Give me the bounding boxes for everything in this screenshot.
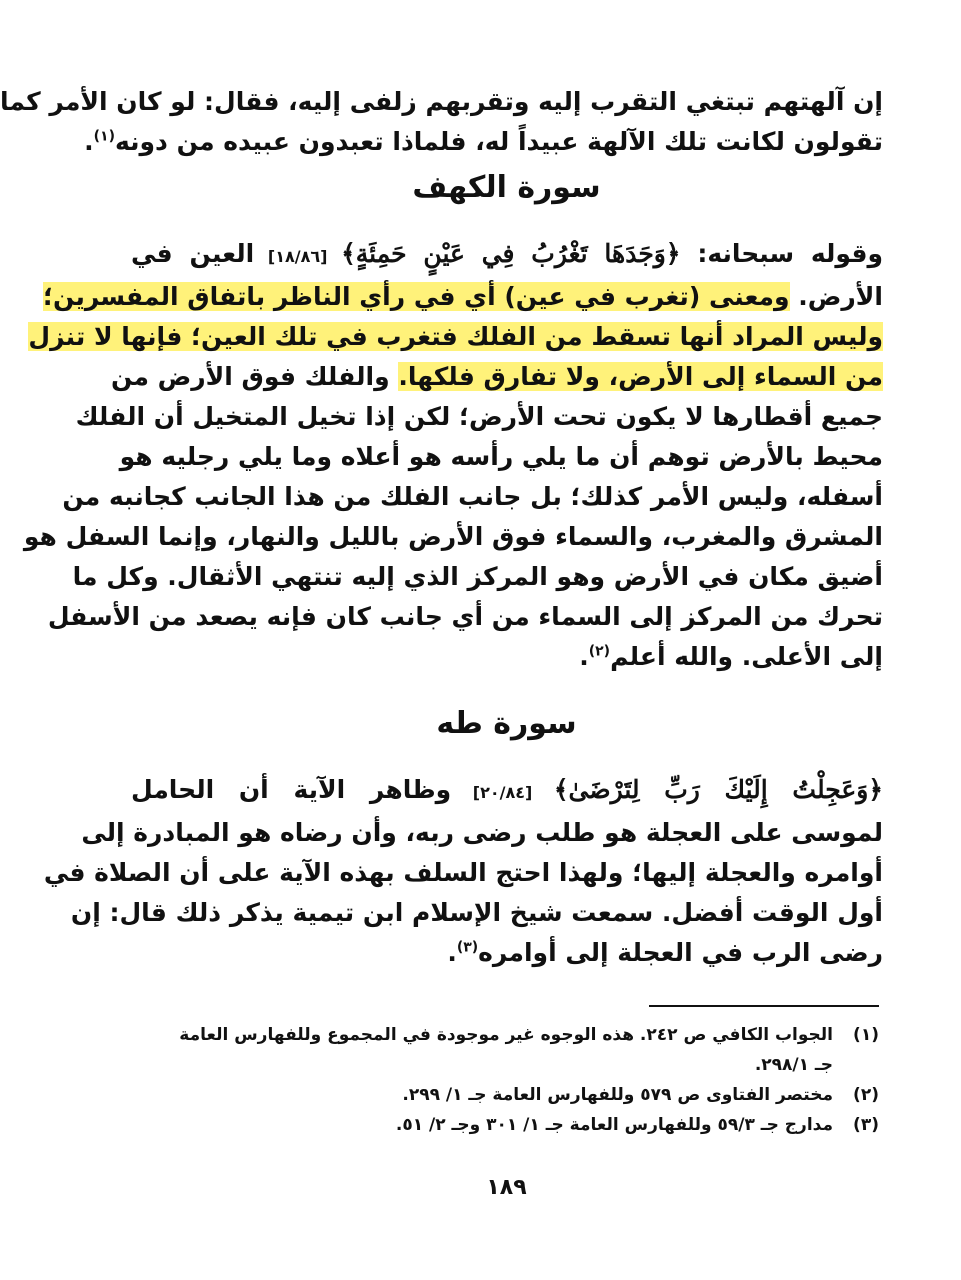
footnote-marker: (١) <box>93 128 115 145</box>
text-line: لموسى على العجلة هو طلب رضى ربه، وأن رضاه هو المبادرة إلى <box>81 818 883 847</box>
footnote-number: (٢) <box>853 1085 879 1105</box>
text-line <box>110 357 883 397</box>
text-line <box>131 933 883 973</box>
full-stop: . <box>579 642 589 671</box>
text-line: أول الوقت أفضل. سمعت شيخ الإسلام ابن تيمية يذكر ذلك قال: إن <box>70 898 883 927</box>
footnote <box>159 1110 879 1140</box>
full-stop: . <box>447 938 457 967</box>
highlighted-text: من السماء إلى الأرض، ولا تفارق فلكها. <box>398 362 883 391</box>
text-line <box>28 317 883 357</box>
verse-reference: [١٨/٨٦] <box>254 247 342 266</box>
text-line: محيط بالأرض توهم أن ما يلي رأسه هو أعلاه وما يلي رجليه هو <box>119 442 883 471</box>
quran-verse: ﴿وَعَجِلْتُ إِلَيْكَ رَبِّ لِتَرْضَىٰ﴾ <box>553 775 883 804</box>
text-line <box>84 122 883 162</box>
text-line: أضيق مكان في الأرض وهو المركز الذي إليه تنتهي الأثقال. وكل ما <box>72 562 883 591</box>
text-segment: وظاهر الآية أن الحامل <box>131 775 452 804</box>
footnote-text: الجواب الكافي ص ٢٤٢. هذه الوجوه غير موجودة في المجموع وللفهارس العامة جـ ٢٩٨/١. <box>179 1025 833 1075</box>
highlighted-text: ومعنى (تغرب في عين) أي في رأي الناظر باتفاق المفسرين؛ <box>43 282 790 311</box>
intro-paragraph <box>0 82 883 162</box>
section-heading-taha: سورة طه <box>436 706 577 741</box>
page-number: ١٨٩ <box>486 1175 527 1200</box>
footnote-text: مختصر الفتاوى ص ٥٧٩ وللفهارس العامة جـ ١/ ٢٩٩. <box>402 1085 833 1105</box>
text-line: أسفله، وليس الأمر كذلك؛ بل جانب الفلك من هذا الجانب كجانبه من <box>62 482 883 511</box>
verse-reference: [٢٠/٨٤] <box>451 783 554 802</box>
text-line <box>131 637 883 677</box>
footnote <box>159 1020 879 1080</box>
section-heading-kahf: سورة الكهف <box>412 170 601 205</box>
footnote-number: (٣) <box>853 1115 879 1135</box>
text-segment: الأرض. <box>789 282 883 311</box>
footnote <box>159 1080 879 1110</box>
text-line-content: تقولون لكانت تلك الآلهة عبيداً له، فلماذا تعبدون عبيده من دونه <box>114 127 883 156</box>
text-line <box>131 770 883 813</box>
text-line-content: إلى الأعلى. والله أعلم <box>610 642 883 671</box>
text-segment: والفلك فوق الأرض من <box>110 362 399 391</box>
text-line: المشرق والمغرب، والسماء فوق الأرض بالليل والنهار، وإنما السفل هو <box>23 522 883 551</box>
text-segment: العين في <box>131 239 255 268</box>
text-segment: وقوله سبحانه: <box>680 239 883 268</box>
footnote-divider <box>649 1005 879 1007</box>
text-line: أوامره والعجلة إليها؛ ولهذا احتج السلف بهذه الآية على أن الصلاة في <box>43 858 883 887</box>
text-line: جميع أقطارها لا يكون تحت الأرض؛ لكن إذا تخيل المتخيل أن الفلك <box>75 402 883 431</box>
quran-verse: ﴿وَجَدَهَا تَغْرُبُ فِي عَيْنٍ حَمِئَةٍ﴾ <box>341 239 681 268</box>
text-line: إن آلهتهم تبتغي التقرب إليه وتقربهم زلفى إليه، فقال: لو كان الأمر كما <box>0 87 883 116</box>
full-stop: . <box>84 127 94 156</box>
footnote-marker: (٢) <box>588 643 611 660</box>
highlighted-text: وليس المراد أنها تسقط من الفلك فتغرب في تلك العين؛ فإنها لا تنزل <box>28 322 883 351</box>
kahf-paragraph <box>23 234 883 677</box>
footnote-marker: (٣) <box>456 939 479 956</box>
footnotes <box>159 1020 879 1140</box>
text-line: تحرك من المركز إلى السماء من أي جانب كان فإنه يصعد من الأسفل <box>47 602 883 631</box>
footnote-number: (١) <box>853 1025 879 1045</box>
text-line <box>131 234 883 277</box>
taha-paragraph <box>43 770 883 973</box>
text-line <box>43 277 883 317</box>
text-line-content: رضى الرب في العجلة إلى أوامره <box>478 938 883 967</box>
footnote-text: مدارج جـ ٥٩/٣ وللفهارس العامة جـ ١/ ٣٠١ وجـ ٢/ ٥١. <box>395 1115 833 1135</box>
